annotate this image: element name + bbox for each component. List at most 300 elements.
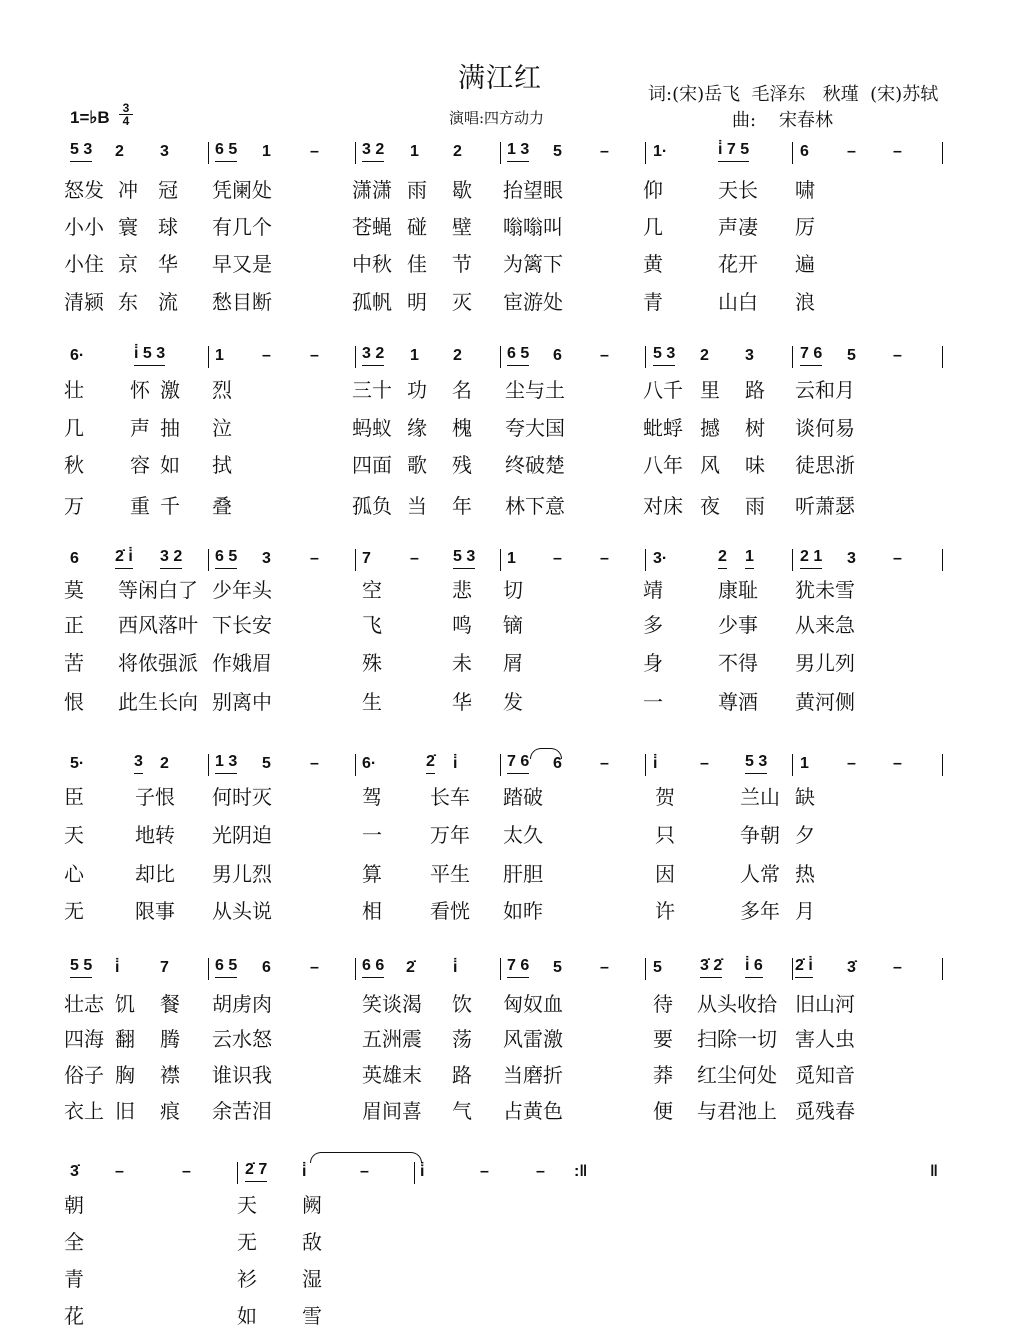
note: 5 3 bbox=[453, 546, 475, 569]
barline bbox=[792, 549, 793, 571]
lyric-word: 夜 bbox=[700, 494, 720, 518]
lyric-word: 为篱下 bbox=[503, 252, 563, 276]
barline bbox=[500, 549, 501, 571]
note: 6 5 bbox=[215, 139, 237, 162]
tie-slur bbox=[530, 748, 562, 759]
lyric-word: 听萧瑟 bbox=[795, 494, 855, 518]
note: – bbox=[310, 755, 319, 772]
lyric-word: 多年 bbox=[740, 899, 780, 923]
note: i̇ bbox=[115, 959, 120, 976]
lyric-word: 苦 bbox=[64, 651, 84, 675]
lyric-word: 俗子 bbox=[64, 1063, 104, 1087]
lyric-word: 从头收拾 bbox=[697, 992, 777, 1016]
lyric-word: 太久 bbox=[503, 823, 543, 847]
lyric-word: 几 bbox=[64, 416, 84, 440]
note: 3̇ 2̇ bbox=[700, 955, 722, 978]
lyric-word: 旧山河 bbox=[795, 992, 855, 1016]
lyric-word: 声凄 bbox=[718, 215, 758, 239]
lyric-word: 八年 bbox=[643, 453, 683, 477]
note: 5 bbox=[262, 755, 271, 772]
time-signature bbox=[119, 102, 133, 127]
barline bbox=[792, 346, 793, 368]
lyric-word: 京 bbox=[118, 252, 138, 276]
note: – bbox=[182, 1163, 191, 1180]
note: 3 2 bbox=[362, 139, 384, 162]
barline bbox=[208, 754, 209, 776]
lyric-word: 余苦泪 bbox=[212, 1099, 272, 1123]
note: 3 2 bbox=[160, 546, 182, 569]
note: i̇ bbox=[453, 959, 458, 976]
lyric-word: 少事 bbox=[718, 613, 758, 637]
lyric-word: 流 bbox=[158, 290, 178, 314]
time-signature-top: 3 bbox=[119, 102, 133, 115]
note: 1· bbox=[653, 143, 668, 160]
note: 2̇ bbox=[406, 959, 415, 976]
lyric-word: 鸣 bbox=[452, 613, 472, 637]
lyric-word: 黄 bbox=[643, 252, 663, 276]
notation-line bbox=[0, 139, 1035, 165]
note: 2 bbox=[718, 546, 727, 569]
barline bbox=[645, 754, 646, 776]
lyric-word: 早又是 bbox=[212, 252, 272, 276]
lyric-word: 觅知音 bbox=[795, 1063, 855, 1087]
note: 2 bbox=[453, 347, 462, 364]
lyric-word: 天 bbox=[237, 1193, 257, 1217]
lyric-word: 却比 bbox=[135, 862, 175, 886]
lyric-word: 气 bbox=[452, 1099, 472, 1123]
lyric-word: 阙 bbox=[302, 1193, 322, 1217]
barline bbox=[942, 346, 943, 368]
lyric-word: 声 bbox=[130, 416, 150, 440]
note: 3 2 bbox=[362, 343, 384, 366]
lyric-word: 几 bbox=[643, 215, 663, 239]
lyric-word: 扫除一切 bbox=[697, 1027, 777, 1051]
lyric-word: 害人虫 bbox=[795, 1027, 855, 1051]
note: – bbox=[310, 959, 319, 976]
lyric-word: 路 bbox=[745, 378, 765, 402]
barline bbox=[355, 549, 356, 571]
lyric-word: 衣上 bbox=[64, 1099, 104, 1123]
lyric-word: 待 bbox=[653, 992, 673, 1016]
note: 5 3 bbox=[745, 751, 767, 774]
lyric-word: 贺 bbox=[655, 785, 675, 809]
lyric-word: 多 bbox=[643, 613, 663, 637]
note: – bbox=[480, 1163, 489, 1180]
note: 6 bbox=[800, 143, 809, 160]
lyric-word: 凭阑处 bbox=[212, 178, 272, 202]
lyric-word: 小小 bbox=[64, 215, 104, 239]
note: i̇ bbox=[653, 755, 658, 772]
lyric-word: 啸 bbox=[795, 178, 815, 202]
note: 1 bbox=[215, 347, 224, 364]
barline bbox=[942, 549, 943, 571]
lyric-word: 红尘何处 bbox=[697, 1063, 777, 1087]
note: 6· bbox=[362, 755, 377, 772]
note: 3 bbox=[745, 347, 754, 364]
lyric-word: 地转 bbox=[135, 823, 175, 847]
note: – bbox=[600, 755, 609, 772]
lyric-word: 风 bbox=[700, 453, 720, 477]
note: 6 bbox=[553, 755, 562, 772]
lyric-word: 青 bbox=[643, 290, 663, 314]
lyric-word: 全 bbox=[64, 1230, 84, 1254]
lyric-word: 悲 bbox=[452, 578, 472, 602]
lyric-word: 冠 bbox=[158, 178, 178, 202]
lyric-word: 只 bbox=[655, 823, 675, 847]
lyric-word: 终破楚 bbox=[505, 453, 565, 477]
note: – bbox=[115, 1163, 124, 1180]
lyric-word: 胸 bbox=[115, 1063, 135, 1087]
lyric-word: 拭 bbox=[212, 453, 232, 477]
notation-line bbox=[0, 751, 1035, 777]
lyric-word: 敌 bbox=[302, 1230, 322, 1254]
lyric-word: 缘 bbox=[407, 416, 427, 440]
lyric-word: 缺 bbox=[795, 785, 815, 809]
lyric-word: 尊酒 bbox=[718, 690, 758, 714]
note: 3 bbox=[262, 550, 271, 567]
note: 7 bbox=[160, 959, 169, 976]
lyric-word: 厉 bbox=[795, 215, 815, 239]
notation-line bbox=[0, 1159, 1035, 1185]
lyric-word: 秋 bbox=[64, 453, 84, 477]
note: 6 bbox=[262, 959, 271, 976]
lyric-word: 此生长向 bbox=[118, 690, 198, 714]
lyric-word: 西风落叶 bbox=[118, 613, 198, 637]
lyric-word: 算 bbox=[362, 862, 382, 886]
lyric-word: 子恨 bbox=[135, 785, 175, 809]
lyric-word: 餐 bbox=[160, 992, 180, 1016]
note: – bbox=[600, 347, 609, 364]
lyric-word: 撼 bbox=[700, 416, 720, 440]
lyric-word: 夕 bbox=[795, 823, 815, 847]
lyric-word: 限事 bbox=[135, 899, 175, 923]
note: – bbox=[893, 550, 902, 567]
lyric-word: 苍蝇 bbox=[352, 215, 392, 239]
song-title: 满江红 bbox=[458, 63, 542, 94]
lyric-word: 踏破 bbox=[503, 785, 543, 809]
lyric-word: 何时灭 bbox=[212, 785, 272, 809]
barline bbox=[645, 142, 646, 164]
lyric-word: 月 bbox=[795, 899, 815, 923]
note: 2̇ i̇ bbox=[115, 546, 133, 569]
note: – bbox=[893, 959, 902, 976]
note: 2 1 bbox=[800, 546, 822, 569]
lyric-word: 无 bbox=[237, 1230, 257, 1254]
note: 6 6 bbox=[362, 955, 384, 978]
lyric-word: 东 bbox=[118, 290, 138, 314]
lyric-word: 从来急 bbox=[795, 613, 855, 637]
lyric-word: 万年 bbox=[430, 823, 470, 847]
note: – bbox=[847, 143, 856, 160]
note: – bbox=[600, 143, 609, 160]
lyric-word: 屑 bbox=[503, 651, 523, 675]
note: 3· bbox=[653, 550, 668, 567]
lyric-word: 千 bbox=[160, 494, 180, 518]
barline bbox=[645, 549, 646, 571]
note: i̇ 7 5 bbox=[718, 139, 749, 162]
note: 5 bbox=[653, 959, 662, 976]
lyric-word: 歇 bbox=[452, 178, 472, 202]
lyric-word: 将侬强派 bbox=[118, 651, 198, 675]
lyric-word: 朝 bbox=[64, 1193, 84, 1217]
lyric-word: 旧 bbox=[115, 1099, 135, 1123]
lyric-word: 切 bbox=[503, 578, 523, 602]
lyric-word: 觅残春 bbox=[795, 1099, 855, 1123]
lyric-word: 看恍 bbox=[430, 899, 470, 923]
lyric-word: 蚂蚁 bbox=[352, 416, 392, 440]
note: 3 bbox=[847, 550, 856, 567]
performer-credit: 演唱:四方动力 bbox=[449, 109, 545, 127]
note: i̇ 5 3 bbox=[134, 343, 165, 366]
lyric-word: 相 bbox=[362, 899, 382, 923]
lyric-word: 争朝 bbox=[740, 823, 780, 847]
lyric-word: 烈 bbox=[212, 378, 232, 402]
lyric-word: 蚍蜉 bbox=[643, 416, 683, 440]
lyric-word: 殊 bbox=[362, 651, 382, 675]
barline bbox=[942, 958, 943, 980]
lyric-word: 一 bbox=[643, 690, 663, 714]
note: 6 5 bbox=[215, 955, 237, 978]
note: 2 bbox=[453, 143, 462, 160]
note: – bbox=[360, 1163, 369, 1180]
note: 6 5 bbox=[215, 546, 237, 569]
lyric-word: 生 bbox=[362, 690, 382, 714]
lyric-word: 中秋 bbox=[352, 252, 392, 276]
note: 3 bbox=[160, 143, 169, 160]
note: – bbox=[847, 755, 856, 772]
lyric-word: 球 bbox=[158, 215, 178, 239]
note: 5· bbox=[70, 755, 85, 772]
note: 2̇ bbox=[426, 751, 435, 774]
lyric-word: 华 bbox=[452, 690, 472, 714]
lyric-word: 功 bbox=[407, 378, 427, 402]
lyric-word: 无 bbox=[64, 899, 84, 923]
note: 7 6 bbox=[800, 343, 822, 366]
note: 6 bbox=[553, 347, 562, 364]
lyric-word: 华 bbox=[158, 252, 178, 276]
lyric-word: 三十 bbox=[352, 378, 392, 402]
note: – bbox=[893, 143, 902, 160]
final-barline: ‖ bbox=[930, 1163, 938, 1180]
lyric-word: 人常 bbox=[740, 862, 780, 886]
lyric-word: 翻 bbox=[115, 1027, 135, 1051]
barline bbox=[645, 958, 646, 980]
barline bbox=[355, 142, 356, 164]
lyric-word: 与君池上 bbox=[697, 1099, 777, 1123]
lyric-word: 残 bbox=[452, 453, 472, 477]
lyric-word: 谁识我 bbox=[212, 1063, 272, 1087]
lyric-word: 对床 bbox=[643, 494, 683, 518]
lyric-word: 风雷激 bbox=[503, 1027, 563, 1051]
lyric-word: 便 bbox=[653, 1099, 673, 1123]
lyric-word: 男儿烈 bbox=[212, 862, 272, 886]
lyric-word: 树 bbox=[745, 416, 765, 440]
note: 1 bbox=[410, 143, 419, 160]
note: 6 5 bbox=[507, 343, 529, 366]
lyric-word: 怒发 bbox=[64, 178, 104, 202]
note: 2̇ 7 bbox=[245, 1159, 267, 1182]
note: – bbox=[700, 755, 709, 772]
tie-slur bbox=[310, 1152, 422, 1163]
notation-line bbox=[0, 955, 1035, 981]
lyric-word: 节 bbox=[452, 252, 472, 276]
lyric-word: 如 bbox=[237, 1304, 257, 1328]
note: 2̇ i̇ bbox=[795, 955, 813, 978]
lyric-word: 有几个 bbox=[212, 215, 272, 239]
lyric-word: 胡虏肉 bbox=[212, 992, 272, 1016]
lyric-word: 叠 bbox=[212, 494, 232, 518]
lyric-word: 雨 bbox=[407, 178, 427, 202]
lyric-word: 如昨 bbox=[503, 899, 543, 923]
lyric-word: 当磨折 bbox=[503, 1063, 563, 1087]
lyric-word: 怀 bbox=[130, 378, 150, 402]
note: 5 bbox=[847, 347, 856, 364]
note: 1 bbox=[800, 755, 809, 772]
lyric-word: 热 bbox=[795, 862, 815, 886]
lyric-word: 孤帆 bbox=[352, 290, 392, 314]
note: 5 bbox=[553, 143, 562, 160]
lyric-word: 饥 bbox=[115, 992, 135, 1016]
barline bbox=[208, 958, 209, 980]
note: 5 3 bbox=[70, 139, 92, 162]
note: – bbox=[536, 1163, 545, 1180]
barline bbox=[942, 142, 943, 164]
lyric-word: 别离中 bbox=[212, 690, 272, 714]
note: – bbox=[410, 550, 419, 567]
lyric-word: 心 bbox=[64, 862, 84, 886]
lyric-word: 湿 bbox=[302, 1267, 322, 1291]
lyric-word: 徒思浙 bbox=[795, 453, 855, 477]
barline bbox=[355, 754, 356, 776]
note: 1 bbox=[745, 546, 754, 569]
lyricist-credit: 词:(宋)岳飞 毛泽东 秋瑾 (宋)苏轼 bbox=[648, 84, 939, 105]
note: – bbox=[553, 550, 562, 567]
lyric-word: 宦游处 bbox=[503, 290, 563, 314]
lyric-word: 下长安 bbox=[212, 613, 272, 637]
lyric-word: 如 bbox=[160, 453, 180, 477]
lyric-word: 天长 bbox=[718, 178, 758, 202]
lyric-word: 泣 bbox=[212, 416, 232, 440]
lyric-word: 因 bbox=[655, 862, 675, 886]
lyric-word: 雪 bbox=[302, 1304, 322, 1328]
note: i̇ bbox=[302, 1163, 307, 1180]
lyric-word: 清颍 bbox=[64, 290, 104, 314]
barline bbox=[500, 142, 501, 164]
lyric-word: 等闲白了 bbox=[118, 578, 198, 602]
lyric-word: 未 bbox=[452, 651, 472, 675]
lyric-word: 名 bbox=[452, 378, 472, 402]
lyric-word: 里 bbox=[700, 378, 720, 402]
note: 5 3 bbox=[653, 343, 675, 366]
key-signature: 1=♭B bbox=[70, 108, 110, 127]
note: – bbox=[893, 347, 902, 364]
lyric-word: 衫 bbox=[237, 1267, 257, 1291]
lyric-word: 正 bbox=[64, 613, 84, 637]
composer-credit: 曲: 宋春林 bbox=[732, 110, 833, 131]
note: 7 6 bbox=[507, 751, 529, 774]
note: 5 bbox=[553, 959, 562, 976]
lyric-word: 槐 bbox=[452, 416, 472, 440]
lyric-word: 眉间喜 bbox=[362, 1099, 422, 1123]
note: i̇ bbox=[420, 1163, 425, 1180]
note: i̇ bbox=[453, 755, 458, 772]
lyric-word: 仰 bbox=[643, 178, 663, 202]
lyric-word: 路 bbox=[452, 1063, 472, 1087]
note: 3 bbox=[134, 751, 143, 774]
notation-line bbox=[0, 546, 1035, 572]
lyric-word: 味 bbox=[745, 453, 765, 477]
lyric-word: 嗡嗡叫 bbox=[503, 215, 563, 239]
lyric-word: 激 bbox=[160, 378, 180, 402]
lyric-word: 小住 bbox=[64, 252, 104, 276]
lyric-word: 从头说 bbox=[212, 899, 272, 923]
lyric-word: 佳 bbox=[407, 252, 427, 276]
lyric-word: 云水怒 bbox=[212, 1027, 272, 1051]
lyric-word: 靖 bbox=[643, 578, 663, 602]
note: 2 bbox=[115, 143, 124, 160]
barline bbox=[942, 754, 943, 776]
lyric-word: 痕 bbox=[160, 1099, 180, 1123]
lyric-word: 驾 bbox=[362, 785, 382, 809]
lyric-word: 康耻 bbox=[718, 578, 758, 602]
lyric-word: 不得 bbox=[718, 651, 758, 675]
lyric-word: 雨 bbox=[745, 494, 765, 518]
lyric-word: 许 bbox=[655, 899, 675, 923]
lyric-word: 空 bbox=[362, 578, 382, 602]
note: – bbox=[310, 550, 319, 567]
note: 1 bbox=[262, 143, 271, 160]
lyric-word: 发 bbox=[503, 690, 523, 714]
lyric-word: 光阴迫 bbox=[212, 823, 272, 847]
lyric-word: 潇潇 bbox=[352, 178, 392, 202]
note: 6· bbox=[70, 347, 85, 364]
lyric-word: 浪 bbox=[795, 290, 815, 314]
lyric-word: 云和月 bbox=[795, 378, 855, 402]
lyric-word: 笑谈渴 bbox=[362, 992, 422, 1016]
lyric-word: 莽 bbox=[653, 1063, 673, 1087]
lyric-word: 花 bbox=[64, 1304, 84, 1328]
lyric-word: 男儿列 bbox=[795, 651, 855, 675]
lyric-word: 碰 bbox=[407, 215, 427, 239]
lyric-word: 匈奴血 bbox=[503, 992, 563, 1016]
note: 1 3 bbox=[507, 139, 529, 162]
lyric-word: 夸大国 bbox=[505, 416, 565, 440]
barline bbox=[792, 754, 793, 776]
note: – bbox=[262, 347, 271, 364]
lyric-word: 年 bbox=[452, 494, 472, 518]
lyric-word: 壮志 bbox=[64, 992, 104, 1016]
lyric-word: 五洲震 bbox=[362, 1027, 422, 1051]
lyric-word: 寰 bbox=[118, 215, 138, 239]
note: – bbox=[310, 347, 319, 364]
lyric-word: 荡 bbox=[452, 1027, 472, 1051]
lyric-word: 山白 bbox=[718, 290, 758, 314]
lyric-word: 腾 bbox=[160, 1027, 180, 1051]
lyric-word: 要 bbox=[653, 1027, 673, 1051]
repeat-sign: :‖ bbox=[574, 1163, 588, 1180]
lyric-word: 孤负 bbox=[352, 494, 392, 518]
note: 7 bbox=[362, 550, 371, 567]
lyric-word: 青 bbox=[64, 1267, 84, 1291]
lyric-word: 臣 bbox=[64, 785, 84, 809]
barline bbox=[355, 958, 356, 980]
lyric-word: 尘与土 bbox=[505, 378, 565, 402]
lyric-word: 壮 bbox=[64, 378, 84, 402]
note: – bbox=[600, 550, 609, 567]
note: 2 bbox=[160, 755, 169, 772]
note: 1 bbox=[507, 550, 516, 567]
lyric-word: 作娥眉 bbox=[212, 651, 272, 675]
